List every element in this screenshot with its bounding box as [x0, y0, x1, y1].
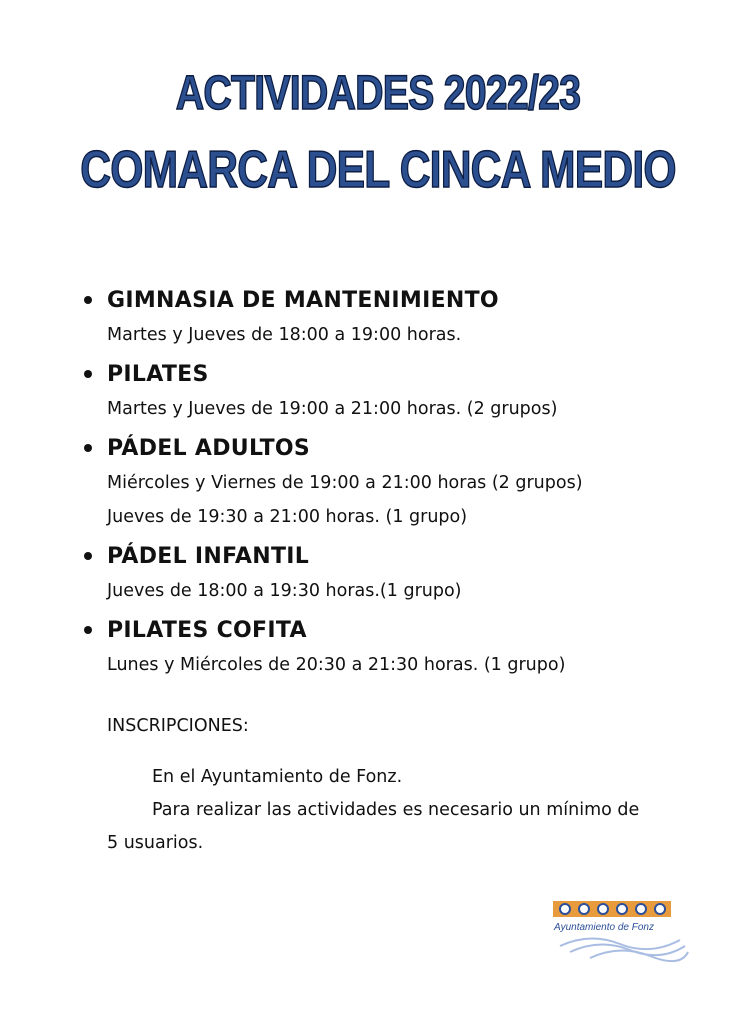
activity-name: PÁDEL ADULTOS	[107, 435, 311, 461]
inscriptions-location: En el Ayuntamiento de Fonz.	[152, 767, 403, 787]
circle-icon	[559, 903, 571, 915]
activity-name: PILATES	[107, 361, 209, 387]
bullet-icon	[84, 552, 92, 560]
circle-icon	[616, 903, 628, 915]
logo-strip	[553, 901, 671, 917]
activity-schedule: Martes y Jueves de 19:00 a 21:00 horas. (2 grupos)	[107, 399, 558, 419]
activity-name: GIMNASIA DE MANTENIMIENTO	[107, 287, 499, 313]
activity-schedule: Martes y Jueves de 18:00 a 19:00 horas.	[107, 325, 462, 345]
ayuntamiento-logo	[550, 898, 690, 964]
activity-item	[80, 430, 720, 534]
inscriptions-requirement: Para realizar las actividades es necesario un mínimo de	[152, 800, 640, 820]
circle-icon	[597, 903, 609, 915]
activity-schedule: Jueves de 18:00 a 19:30 horas.(1 grupo)	[107, 581, 462, 601]
circle-icon	[578, 903, 590, 915]
activity-schedule: Miércoles y Viernes de 19:00 a 21:00 horas (2 grupos)	[107, 473, 583, 493]
activity-schedule: Jueves de 19:30 a 21:00 horas. (1 grupo)	[107, 507, 468, 527]
activity-name: PÁDEL INFANTIL	[107, 543, 310, 569]
page-title: ACTIVIDADES 2022/23	[175, 67, 581, 120]
activity-item	[80, 282, 720, 352]
circle-icon	[654, 903, 666, 915]
bullet-icon	[84, 370, 92, 378]
logo-text: Ayuntamiento de Fonz	[554, 922, 654, 933]
activities-list	[80, 282, 720, 682]
activity-item	[80, 538, 720, 608]
activity-item	[80, 612, 720, 682]
activity-item	[80, 356, 720, 426]
bullet-icon	[84, 626, 92, 634]
activity-name: PILATES COFITA	[107, 617, 307, 643]
page-subtitle: COMARCA DEL CINCA MEDIO	[80, 141, 676, 199]
circle-icon	[635, 903, 647, 915]
bullet-icon	[84, 296, 92, 304]
inscriptions-requirement-cont: 5 usuarios.	[107, 833, 204, 853]
inscriptions-label: INSCRIPCIONES:	[107, 716, 249, 736]
activity-schedule: Lunes y Miércoles de 20:30 a 21:30 horas. (1 grupo)	[107, 655, 566, 675]
bullet-icon	[84, 444, 92, 452]
